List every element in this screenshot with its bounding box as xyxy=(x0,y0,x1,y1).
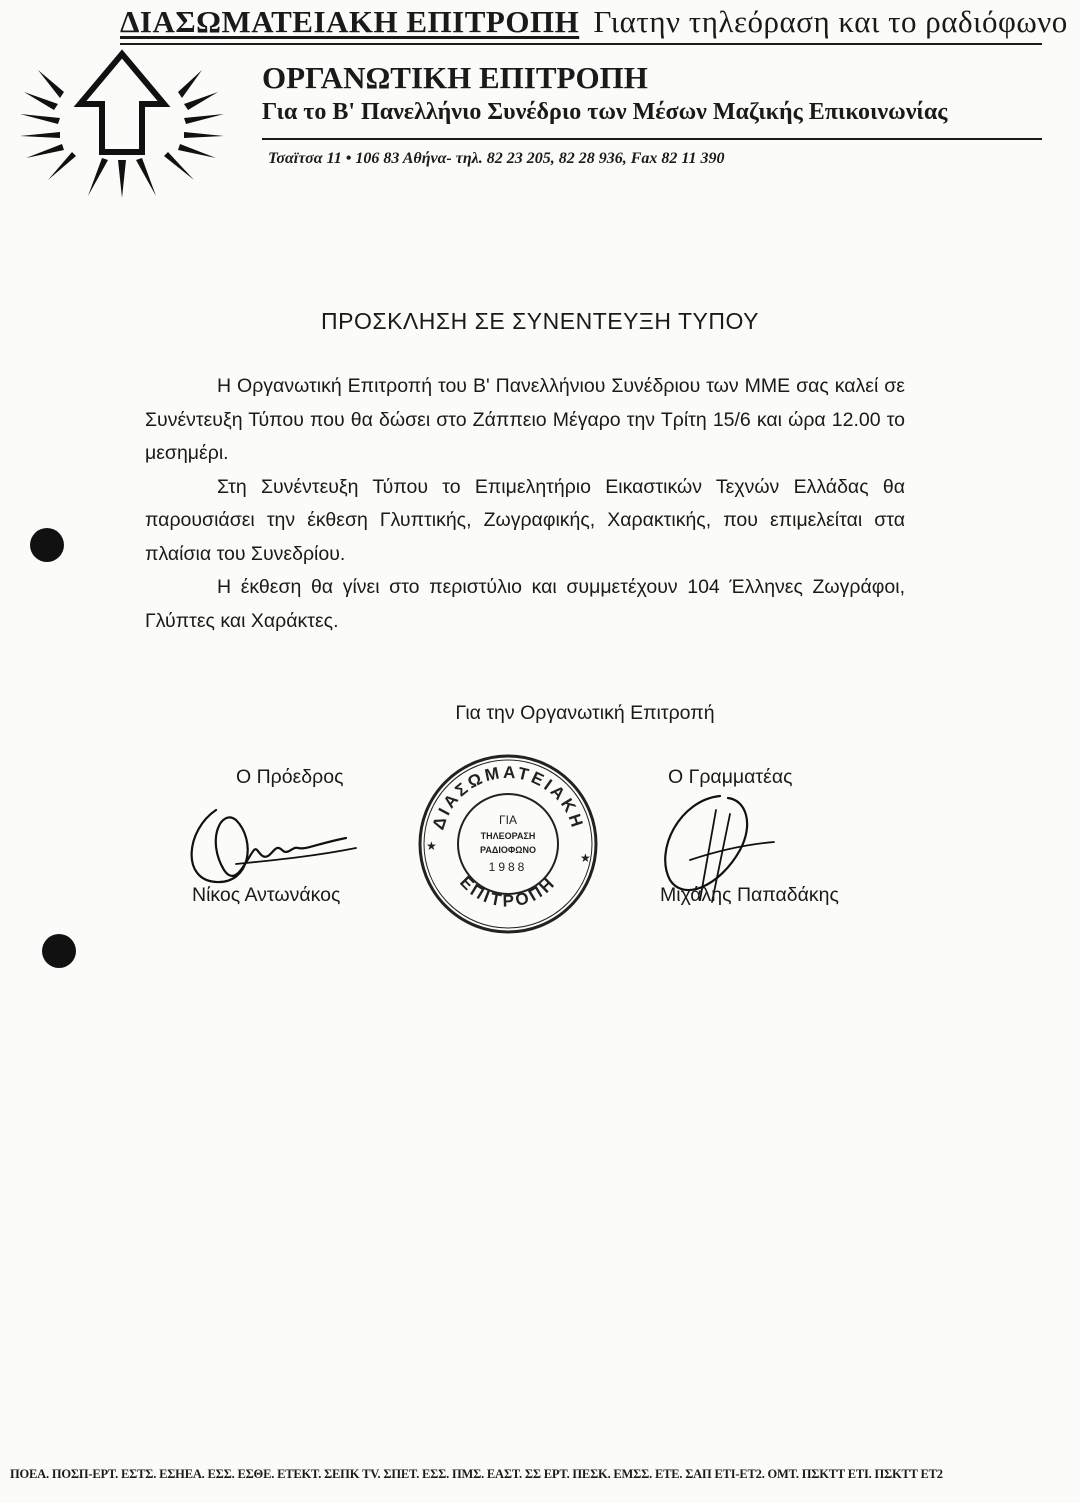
paragraph: Η Οργανωτική Επιτροπή του Β' Πανελλήνιου Συνέδριου των ΜΜΕ σας καλεί σε Συνέντευξη Τύπου που θα δώσει στο Ζάππειο Μέγαρο την Τρίτη 15/6 και ώρα 12.00 το μεσημέρι. xyxy=(145,375,905,464)
punch-hole xyxy=(42,934,76,968)
svg-text:★: ★ xyxy=(426,839,437,853)
president-signature xyxy=(176,800,366,890)
stamp-year: 1988 xyxy=(488,860,528,874)
svg-text:ΕΠΙΤΡΟΠΗ xyxy=(456,872,560,910)
svg-text:★: ★ xyxy=(580,851,591,865)
organizing-committee-title: ΟΡΓΑΝΩΤΙΚΗ ΕΠΙΤΡΟΠΗ xyxy=(262,60,648,95)
paragraph: Η έκθεση θα γίνει στο περιστύλιο και συμμετέχουν 104 Έλληνες Ζωγράφοι, Γλύπτες και Χαράκτες. xyxy=(145,576,905,632)
footer-unions: ΠΟΕΑ. ΠΟΣΠ-ΕΡΤ. ΕΣΤΣ. ΕΣΗΕΑ. ΕΣΣ. ΕΣΘΕ. ΕΤΕΚΤ. ΣΕΠΚ TV. ΣΠΕΤ. ΕΣΣ. ΠΜΣ. ΕΑΣΤ. ΣΣ ΕΡΤ. ΠΕΣΚ. ΕΜΣΣ. ΕΤΕ. ΣΑΠ ΕΤΙ-ΕΤ2. ΟΜΤ. ΠΣΚΤΤ ΕΤΙ. ΠΣΚΤΤ ΕΤ2 xyxy=(10,1467,943,1481)
header-rule-top xyxy=(120,43,1042,45)
stamp-line-2: ΤΗΛΕΟΡΑΣΗ xyxy=(480,831,536,841)
punch-hole xyxy=(30,528,64,562)
letter-body xyxy=(145,370,905,638)
stamp-line-1: ΓΙΑ xyxy=(499,813,517,827)
stamp-line-3: ΡΑΔΙΟΦΩΝΟ xyxy=(480,845,536,855)
committee-stamp xyxy=(414,740,600,940)
union-header xyxy=(120,4,1068,40)
address-line: Τσαϊτσα 11 • 106 83 Αθήνα- τηλ. 82 23 205, 82 28 936, Fax 82 11 390 xyxy=(268,150,725,167)
header-rule xyxy=(262,138,1042,140)
union-name: ΔΙΑΣΩΜΑΤΕΙΑΚΗ ΕΠΙΤΡΟΠΗ xyxy=(120,4,580,39)
president-name: Νίκος Αντωνάκος xyxy=(192,884,341,906)
document-title: ΠΡΟΣΚΛΗΣΗ ΣΕ ΣΥΝΕΝΤΕΥΞΗ ΤΥΠΟΥ xyxy=(321,308,759,334)
secretary-role: Ο Γραμματέας xyxy=(668,766,793,788)
union-subtitle: Γιατην τηλεόραση και το ραδιόφωνο xyxy=(593,4,1068,39)
paragraph: Στη Συνέντευξη Τύπου το Επιμελητήριο Εικαστικών Τεχνών Ελλάδας θα παρουσιάσει την έκθεση Γλυπτικής, Ζωγραφικής, Χαρακτικής, που επιμελείται στα πλαίσια του Συνεδρίου. xyxy=(145,475,905,565)
organizing-committee-subtitle: Για το Β' Πανελλήνιο Συνέδριο των Μέσων Μαζικής Επικοινωνίας xyxy=(262,99,948,125)
logo-arrow-icon xyxy=(18,48,228,198)
stamp-top-arc: ΔΙΑΣΩΜΑΤΕΙΑΚΗ xyxy=(428,762,588,832)
president-role: Ο Πρόεδρος xyxy=(236,766,344,788)
on-behalf-line: Για την Οργανωτική Επιτροπή xyxy=(455,702,715,724)
secretary-name: Μιχάλης Παπαδάκης xyxy=(660,884,839,906)
stamp-bottom-arc: ΕΠΙΤΡΟΠΗ xyxy=(456,872,560,911)
